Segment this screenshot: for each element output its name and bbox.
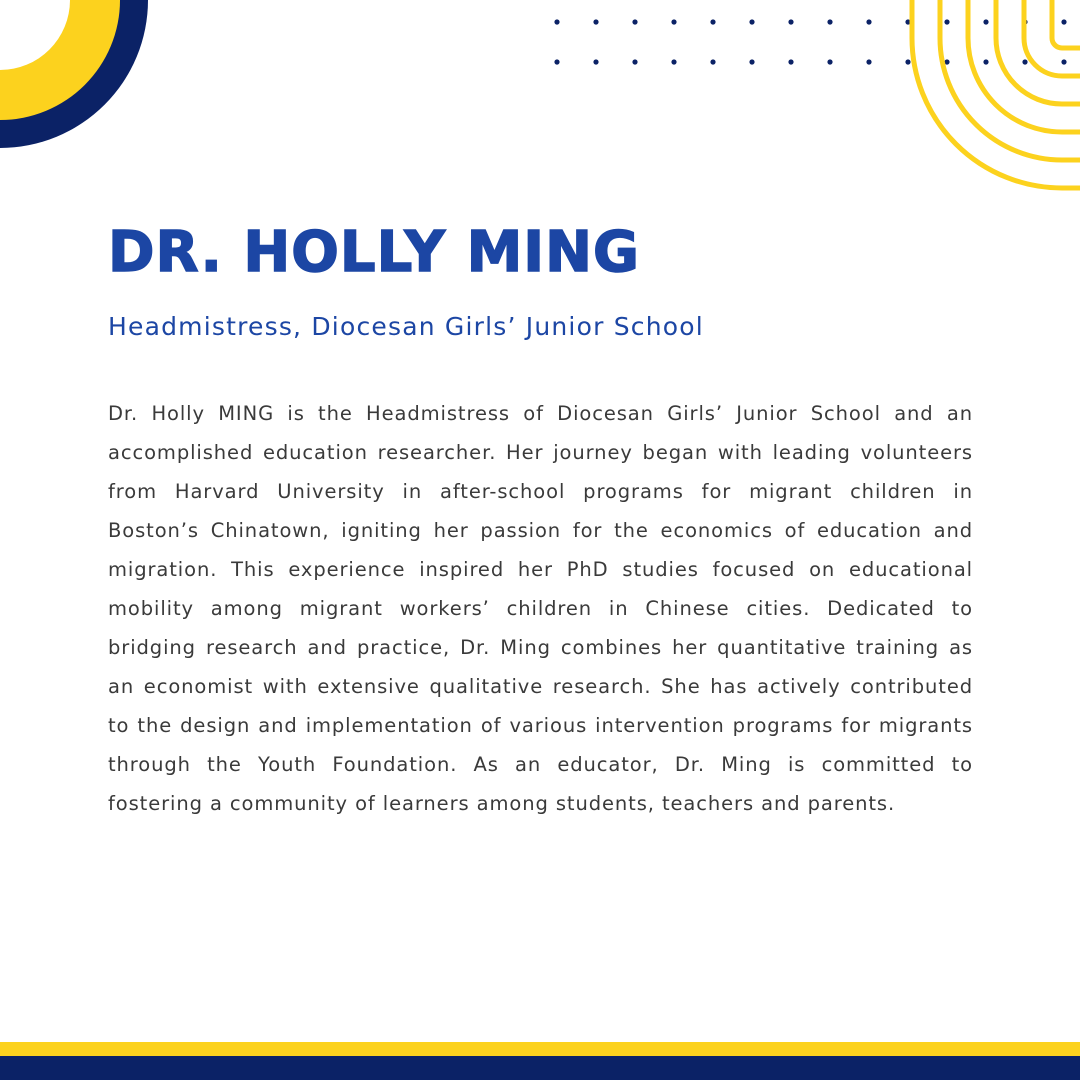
grid-dot: [905, 59, 910, 64]
profile-bio: Dr. Holly MING is the Headmistress of Diocesan Girls’ Junior School and an accomplished education researcher. Her journey began with leading volunteers from Harvard University in after-school programs for migrant children in Boston’s Chinatown, igniting her passion for the economics of education and migration. This experience inspired her PhD studies focused on educational mobility among migrant workers’ children in Chinese cities. Dedicated to bridging research and practice, Dr. Ming combines her quantitative training as an economist with extensive qualitative research. She has actively contributed to the design and implementation of various intervention programs for migrants through the Youth Foundation. As an educator, Dr. Ming is committed to fostering a community of learners among students, teachers and parents.: [108, 402, 973, 815]
grid-dot: [866, 59, 871, 64]
grid-dot: [827, 19, 832, 24]
grid-dot: [788, 19, 793, 24]
grid-dot: [710, 19, 715, 24]
grid-dot: [866, 19, 871, 24]
profile-title: Headmistress, Diocesan Girls’ Junior School: [108, 312, 704, 341]
grid-dot: [944, 19, 949, 24]
grid-dot: [554, 19, 559, 24]
grid-dot: [593, 19, 598, 24]
grid-dot: [554, 59, 559, 64]
grid-dot: [1022, 59, 1027, 64]
profile-name: DR. HOLLY MING: [108, 220, 640, 285]
grid-dot: [1061, 19, 1066, 24]
grid-dot: [749, 19, 754, 24]
nested-arch-lines: [912, 0, 1080, 188]
grid-dot: [983, 19, 988, 24]
grid-dot: [1061, 59, 1066, 64]
grid-dot: [749, 59, 754, 64]
grid-dot: [827, 59, 832, 64]
dot-grid-pattern: [554, 19, 1066, 64]
grid-dot: [710, 59, 715, 64]
bottom-stripe-yellow: [0, 1042, 1080, 1056]
grid-dot: [671, 19, 676, 24]
grid-dot: [788, 59, 793, 64]
grid-dot: [593, 59, 598, 64]
grid-dot: [671, 59, 676, 64]
corner-arc-shape: [0, 0, 148, 148]
grid-dot: [632, 19, 637, 24]
bottom-stripe-navy: [0, 1056, 1080, 1080]
grid-dot: [983, 59, 988, 64]
grid-dot: [632, 59, 637, 64]
